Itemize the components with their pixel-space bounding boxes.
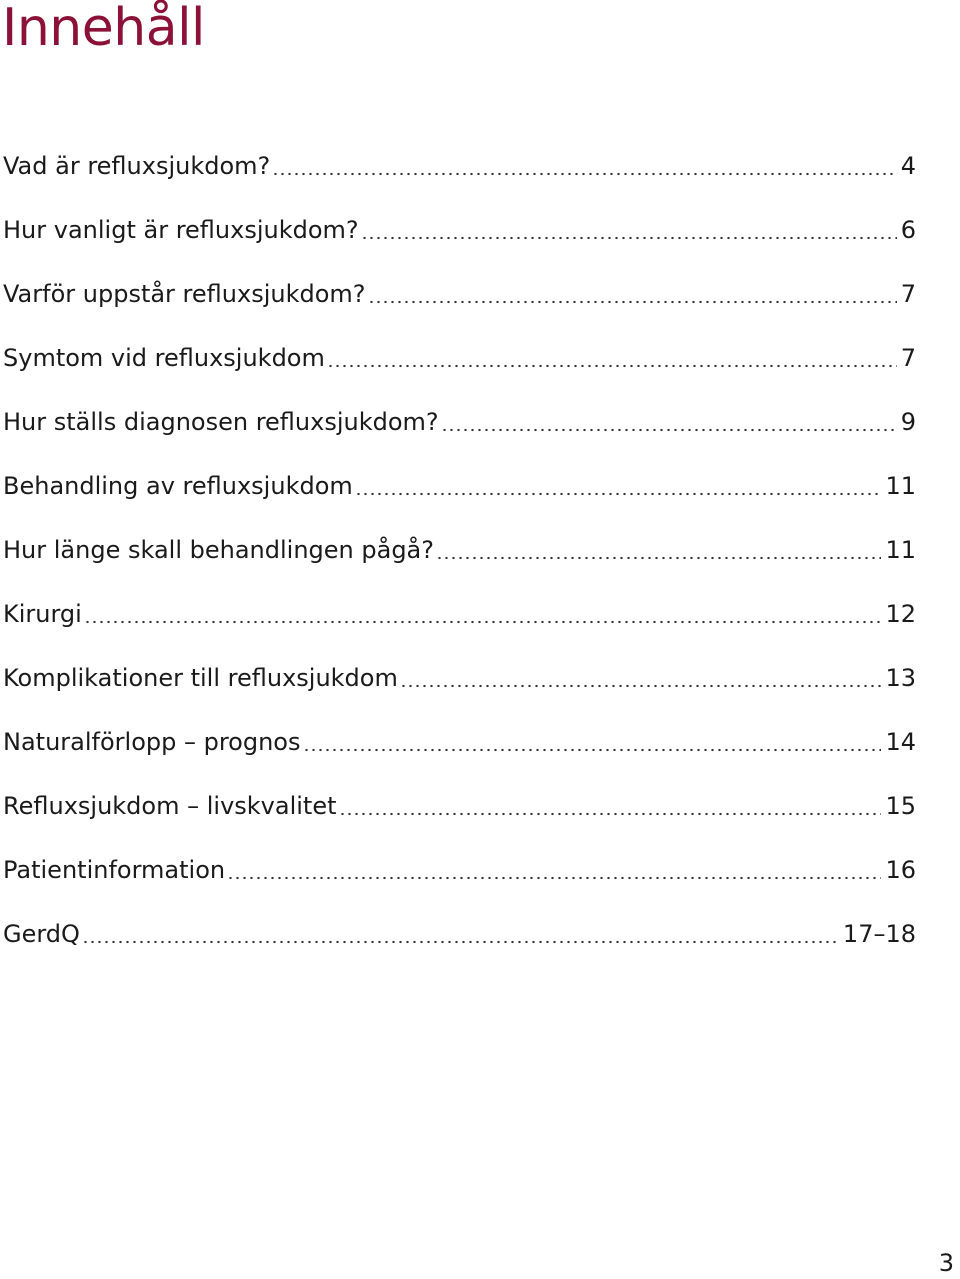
toc-entry-label: Symtom vid refluxsjukdom — [3, 344, 325, 372]
dot-leader — [355, 492, 882, 496]
toc-entry-page: 4 — [900, 152, 916, 180]
toc-entry-page: 6 — [900, 216, 916, 244]
page-number: 3 — [938, 1249, 954, 1277]
page-title: Innehåll — [2, 0, 205, 58]
dot-leader — [368, 300, 897, 304]
toc-entry[interactable] — [3, 532, 916, 564]
dot-leader — [84, 620, 882, 624]
toc-entry-page: 7 — [900, 280, 916, 308]
toc-entry-label: Patientinformation — [3, 856, 226, 884]
toc-entry-label: Refluxsjukdom – livskvalitet — [3, 792, 337, 820]
toc-entry-page: 11 — [885, 536, 916, 564]
toc-entry[interactable] — [3, 596, 916, 628]
toc-entry-page: 12 — [885, 600, 916, 628]
toc-entry[interactable] — [3, 468, 916, 500]
dot-leader — [82, 940, 839, 944]
dot-leader — [327, 364, 897, 368]
toc-entry[interactable] — [3, 340, 916, 372]
toc-entry-page: 17–18 — [842, 920, 916, 948]
toc-entry-page: 13 — [885, 664, 916, 692]
dot-leader — [436, 556, 881, 560]
toc-entry[interactable] — [3, 276, 916, 308]
toc-entry[interactable] — [3, 852, 916, 884]
toc-entry-label: Varför uppstår refluxsjukdom? — [3, 280, 366, 308]
toc-entry-page: 14 — [885, 728, 916, 756]
toc-entry[interactable] — [3, 724, 916, 756]
toc-entry-label: Behandling av refluxsjukdom — [3, 472, 353, 500]
toc-entry-label: Komplikationer till refluxsjukdom — [3, 664, 398, 692]
toc-entry-label: GerdQ — [3, 920, 80, 948]
toc-entry[interactable] — [3, 660, 916, 692]
toc-entry-label: Vad är refluxsjukdom? — [3, 152, 271, 180]
dot-leader — [400, 684, 882, 688]
dot-leader — [303, 748, 882, 752]
toc-entry[interactable] — [3, 212, 916, 244]
dot-leader — [227, 876, 881, 880]
dot-leader — [441, 428, 897, 432]
toc-entry-label: Naturalförlopp – prognos — [3, 728, 301, 756]
toc-entry[interactable] — [3, 788, 916, 820]
toc-entry-label: Hur länge skall behandlingen pågå? — [3, 536, 434, 564]
toc-entry[interactable] — [3, 916, 916, 948]
dot-leader — [339, 812, 882, 816]
toc-entry-label: Kirurgi — [3, 600, 82, 628]
toc-entry-page: 16 — [885, 856, 916, 884]
toc-entry-page: 7 — [900, 344, 916, 372]
toc-entry[interactable] — [3, 404, 916, 436]
toc-entry-page: 9 — [900, 408, 916, 436]
dot-leader — [272, 172, 896, 176]
toc-entry[interactable] — [3, 148, 916, 180]
toc-entry-page: 11 — [885, 472, 916, 500]
toc-entry-page: 15 — [885, 792, 916, 820]
toc-entry-label: Hur vanligt är refluxsjukdom? — [3, 216, 359, 244]
toc-entry-label: Hur ställs diagnosen refluxsjukdom? — [3, 408, 439, 436]
dot-leader — [361, 236, 897, 240]
